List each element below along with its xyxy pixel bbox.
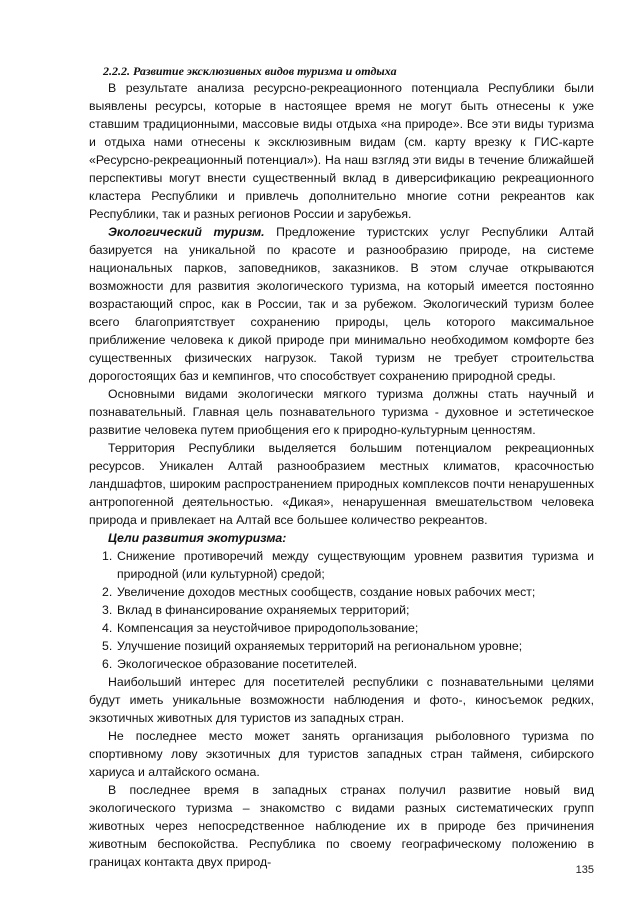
paragraph-territory: Территория Республики выделяется большим потенциалом рекреационных ресурсов. Уникален Алтай разнообразием местных климатов, красочностью ландшафтов, широким распространением природных комплексов почти ненарушенных антропогенной деятельностью. «Дикая», ненарушенная вмешательством человека природа и привлекает на Алтай все большее количество рекреантов. [89, 441, 594, 527]
paragraph-interest: Наибольший интерес для посетителей республики с познавательными целями будут иметь уникальные возможности наблюдения и фото-, киносъемок редких, экзотичных животных для туристов из западных стран. [89, 675, 594, 725]
list-item-number: 4. [102, 621, 113, 635]
list-item-text: Улучшение позиций охраняемых территорий на региональном уровне; [117, 639, 523, 653]
paragraph-fishing: Не последнее место может занять организация рыболовного туризма по спортивному лову экзотичных для туристов западных стран тайменя, сибирского хариуса и алтайского османа. [89, 729, 594, 779]
list-item-text: Вклад в финансирование охраняемых территорий; [117, 603, 410, 617]
list-item-text: Снижение противоречий между существующим уровнем развития туризма и природной (или культурной) средой; [117, 549, 594, 581]
list-item [89, 583, 594, 601]
page-number: 135 [575, 864, 594, 876]
body-text [89, 79, 594, 871]
list-item [89, 547, 594, 583]
list-item-number: 3. [102, 603, 113, 617]
list-item-text: Компенсация за неустойчивое природопользование; [117, 621, 419, 635]
list-item [89, 637, 594, 655]
list-item-text: Экологическое образование посетителей. [117, 657, 358, 671]
list-item-number: 2. [102, 585, 113, 599]
paragraph-intro: В результате анализа ресурсно-рекреационного потенциала Республики были выявлены ресурсы, которые в настоящее время не могут быть отнесены к уже ставшим традиционными, массовые виды отдыха «на природе». Все эти виды туризма и отдыха нами отнесены к эксклюзивным видам (см. карту врезку к ГИС-карте «Ресурсно-рекреационный потенциал»). На наш взгляд эти виды в течение ближайшей перспективы могут внести существенный вклад в диверсификацию рекреационного кластера Республики и привлечь дополнительно многие сотни рекреантов как Республики, так и разных регионов России и зарубежья. [89, 81, 594, 221]
list-item-number: 5. [102, 639, 113, 653]
ecotourism-lead: Экологический туризм. [108, 225, 265, 239]
list-item-text: Увеличение доходов местных сообществ, создание новых рабочих мест; [117, 585, 536, 599]
list-item-number: 1. [102, 549, 113, 563]
ecotourism-text: Предложение туристских услуг Республики Алтай базируется на уникальной по красоте и разнообразию природе, на системе национальных парков, заповедников, заказников. В этом случае открываются возможности для развития экологического туризма, на который имеется постоянно возрастающий спрос, как в России, так и за рубежом. Экологический туризм более всего благоприятствует сохранению природы, цель которого максимальное приближение человека к дикой природе при минимально необходимом комфорте без существенных физических нагрузок. Такой туризм не требует строительства дорогостоящих баз и кемпингов, что способствует сохранению природной среды. [89, 225, 594, 383]
goals-title: Цели развития экотуризма: [108, 531, 287, 545]
paragraph-wildlife: В последнее время в западных странах получил развитие новый вид экологического туризма – знакомство с видами разных систематических групп животных через непосредственное наблюдение их в природе без причинения животным беспокойства. Республика по своему географическому положению в границах контакта двух природ- [89, 783, 594, 869]
paragraph-main-types: Основными видами экологически мягкого туризма должны стать научный и познавательный. Главная цель познавательного туризма - духовное и эстетическое развитие человека путем приобщения его к природно-культурным ценностям. [89, 387, 594, 437]
list-item [89, 601, 594, 619]
goals-list [89, 547, 594, 673]
list-item [89, 655, 594, 673]
section-heading: 2.2.2. Развитие эксклюзивных видов туризма и отдыха [103, 64, 397, 78]
list-item [89, 619, 594, 637]
paragraph-ecotourism [89, 223, 594, 385]
list-item-number: 6. [102, 657, 113, 671]
